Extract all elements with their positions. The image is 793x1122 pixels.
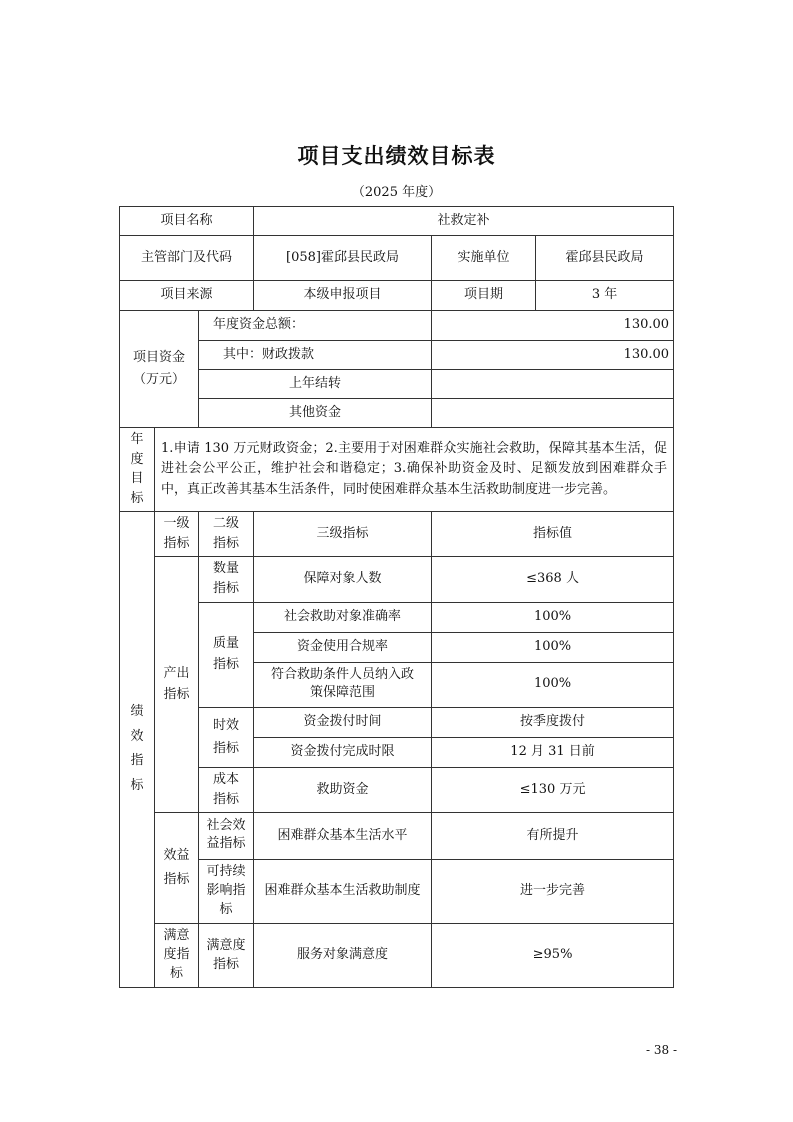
indicator-value: 按季度拨付 [432,707,674,737]
fund-fiscal-value: 130.00 [432,341,674,370]
page-number: - 38 - [646,1043,678,1057]
indicator-name: 服务对象满意度 [254,923,432,987]
source-value: 本级申报项目 [254,281,432,311]
funds-label: 项目资金（万元） [120,311,199,428]
fund-total-value: 130.00 [432,311,674,341]
row-fund-carryover [120,370,674,399]
source-label: 项目来源 [120,281,254,311]
table-row [120,767,674,812]
fund-carryover-label: 上年结转 [199,370,432,399]
row-source [120,281,674,311]
period-label: 项目期 [432,281,536,311]
indicator-value: 12 月 31 日前 [432,737,674,767]
cost-indicator-label: 成本指标 [199,767,254,812]
header-level3: 三级指标 [254,512,432,557]
satisfaction-level1-label: 满意度指标 [155,923,199,987]
row-project-name [120,207,674,236]
indicator-name: 困难群众基本生活救助制度 [254,859,432,923]
fund-other-label: 其他资金 [199,399,432,428]
indicator-value: 进一步完善 [432,859,674,923]
row-department [120,236,674,281]
timeliness-indicator-label: 时效指标 [199,707,254,767]
row-indicator-header [120,512,674,557]
indicator-value: 100% [432,662,674,707]
row-annual-goal [120,428,674,512]
page-title: 项目支出绩效目标表 [297,144,496,168]
indicator-value: 100% [432,632,674,662]
row-fund-total [120,311,674,341]
fund-total-label: 年度资金总额： [199,311,432,341]
header-level2: 二级指标 [199,512,254,557]
annual-goal-text: 1.申请 130 万元财政资金；2.主要用于对困难群众实施社会救助，保障其基本生活，促进社会公平公正，维护社会和谐稳定；3.确保补助资金及时、足额发放到困难群众手中，真正改善其基本生活条件，同时使困难群众基本生活救助制度进一步完善。 [155,428,674,512]
implementer-value: 霍邱县民政局 [536,236,674,281]
quality-indicator-label: 质量指标 [199,602,254,707]
project-name-value: 社救定补 [254,207,674,236]
header-level1: 一级指标 [155,512,199,557]
fund-fiscal-label: 其中：财政拨款 [199,341,432,370]
indicator-name: 资金拨付时间 [254,707,432,737]
indicator-value: 有所提升 [432,812,674,859]
table-row [120,812,674,859]
table-row [120,923,674,987]
benefit-indicator-label: 效益指标 [155,812,199,923]
table-row [120,557,674,602]
indicator-value: ≤368 人 [432,557,674,602]
indicator-name: 社会救助对象准确率 [254,602,432,632]
row-fund-fiscal [120,341,674,370]
satisfaction-level2-label: 满意度指标 [199,923,254,987]
indicator-value: 100% [432,602,674,632]
indicator-name: 符合救助条件人员纳入政策保障范围 [254,662,432,707]
indicator-value: ≥95% [432,923,674,987]
table-row [120,707,674,737]
sustainable-impact-label: 可持续影响指标 [199,859,254,923]
annual-goal-label: 年度目标 [120,428,155,512]
department-value: [058]霍邱县民政局 [254,236,432,281]
header-value: 指标值 [432,512,674,557]
period-value: 3 年 [536,281,674,311]
social-benefit-label: 社会效益指标 [199,812,254,859]
project-name-label: 项目名称 [120,207,254,236]
indicator-value: ≤130 万元 [432,767,674,812]
implementer-label: 实施单位 [432,236,536,281]
fiscal-year: （2025 年度） [351,185,442,200]
department-label: 主管部门及代码 [120,236,254,281]
table-row [120,602,674,632]
indicator-name: 资金使用合规率 [254,632,432,662]
fund-carryover-value [432,370,674,399]
performance-table [119,206,674,988]
row-fund-other [120,399,674,428]
output-indicator-label: 产出指标 [155,557,199,813]
indicator-name: 资金拨付完成时限 [254,737,432,767]
table-row [120,859,674,923]
indicators-label: 绩效指标 [120,512,155,988]
fund-other-value [432,399,674,428]
indicator-name: 保障对象人数 [254,557,432,602]
indicator-name: 救助资金 [254,767,432,812]
indicator-name: 困难群众基本生活水平 [254,812,432,859]
quantity-indicator-label: 数量指标 [199,557,254,602]
